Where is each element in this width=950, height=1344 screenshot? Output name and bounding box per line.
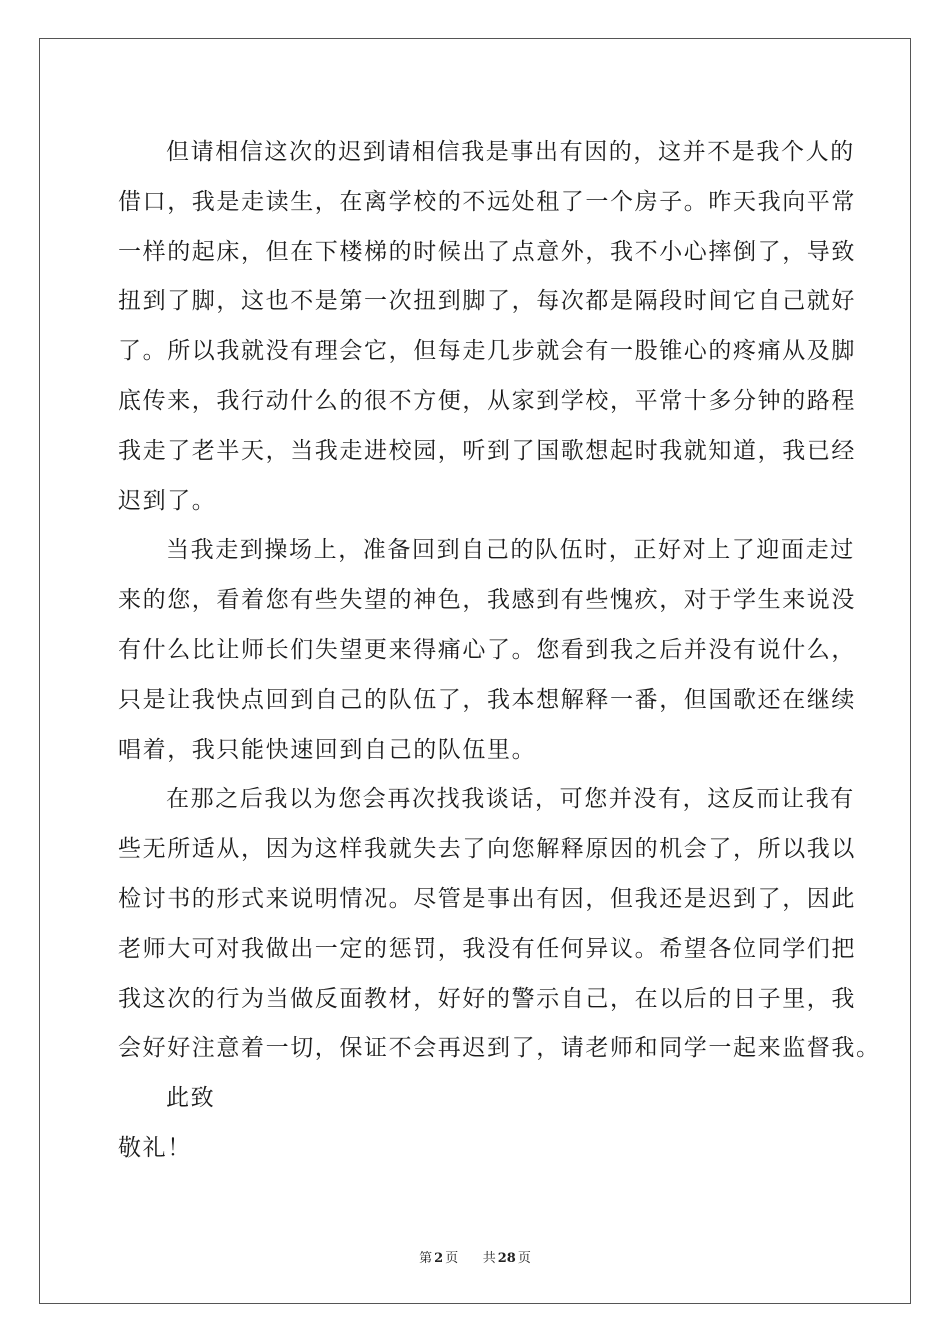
text-line: 老师大可对我做出一定的惩罚，我没有任何异议。希望各位同学们把 [118, 935, 856, 962]
text-line: 检讨书的形式来说明情况。尽管是事出有因，但我还是迟到了，因此 [118, 885, 856, 912]
text-line: 当我走到操场上，准备回到自己的队伍时，正好对上了迎面走过 [166, 537, 855, 564]
text-line: 借口，我是走读生，在离学校的不远处租了一个房子。昨天我向平常 [118, 188, 856, 215]
text-line: 但请相信这次的迟到请相信我是事出有因的，这并不是我个人的 [166, 139, 855, 165]
text-line: 底传来，我行动什么的很不方便，从家到学校，平常十多分钟的路程 [118, 387, 856, 414]
page-suffix: 页 [445, 1251, 459, 1266]
closing-respect: 敬礼！ [118, 1134, 192, 1161]
text-line: 在那之后我以为您会再次找我谈话，可您并没有，这反而让我有 [166, 786, 855, 813]
text-line: 唱着，我只能快速回到自己的队伍里。 [118, 736, 537, 763]
total-prefix: 共 [482, 1251, 496, 1266]
text-line: 会好好注意着一切，保证不会再迟到了，请老师和同学一起来监督我。 [118, 1035, 881, 1062]
total-pages: 28 [497, 1251, 516, 1266]
text-line: 扭到了脚，这也不是第一次扭到脚了，每次都是隔段时间它自己就好 [118, 288, 856, 315]
text-line: 来的您，看着您有些失望的神色，我感到有些愧疚，对于学生来说没 [118, 587, 856, 614]
page-prefix: 第 [419, 1251, 433, 1266]
text-line: 有什么比让师长们失望更来得痛心了。您看到我之后并没有说什么， [118, 636, 856, 663]
text-line: 我这次的行为当做反面教材，好好的警示自己，在以后的日子里，我 [118, 985, 856, 1012]
text-line: 只是让我快点回到自己的队伍了，我本想解释一番，但国歌还在继续 [118, 686, 856, 713]
page-number: 2 [434, 1251, 444, 1266]
total-indicator [481, 1251, 533, 1266]
document-body [118, 128, 881, 1174]
text-line: 了。所以我就没有理会它，但每走几步就会有一股锥心的疼痛从及脚 [118, 338, 856, 365]
total-suffix: 页 [517, 1251, 531, 1266]
page-indicator [417, 1251, 460, 1266]
closing-salutation: 此致 [166, 1085, 216, 1112]
text-line: 迟到了。 [118, 487, 217, 514]
page-footer [0, 1247, 950, 1266]
text-line: 一样的起床，但在下楼梯的时候出了点意外，我不小心摔倒了，导致 [118, 238, 856, 265]
text-line: 些无所适从，因为这样我就失去了向您解释原因的机会了，所以我以 [118, 836, 856, 863]
text-line: 我走了老半天，当我走进校园，听到了国歌想起时我就知道，我已经 [118, 437, 856, 464]
